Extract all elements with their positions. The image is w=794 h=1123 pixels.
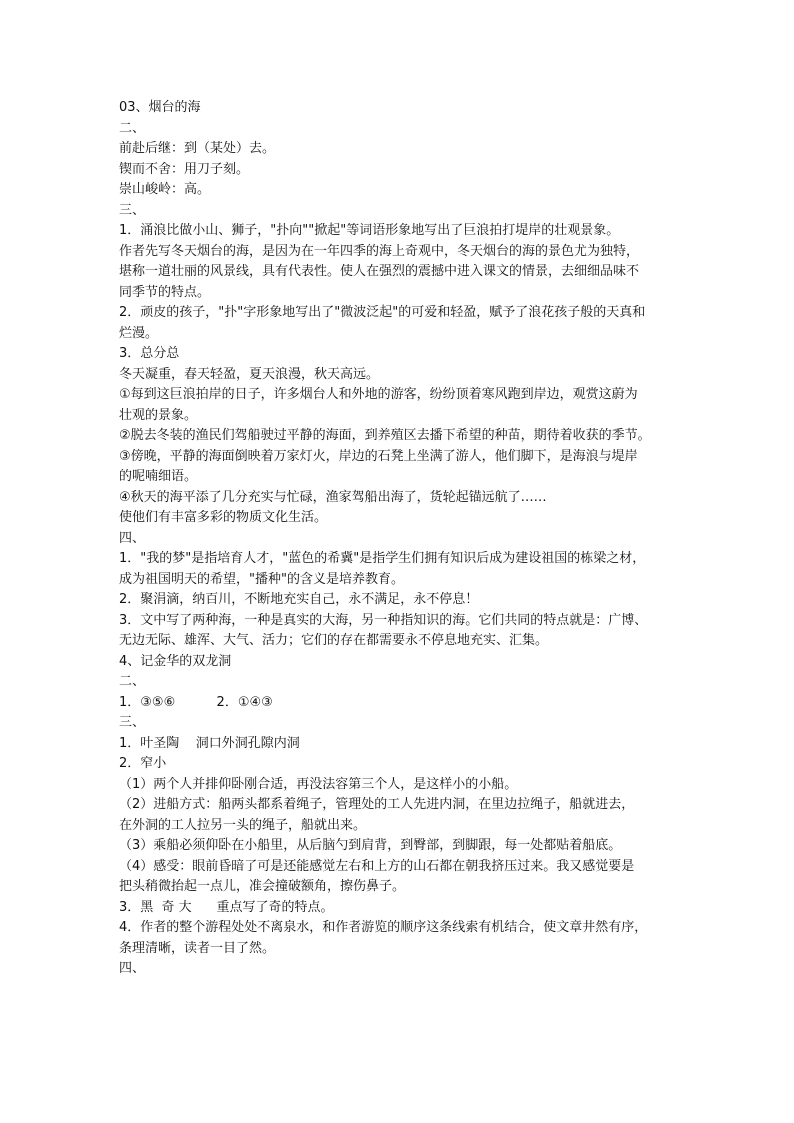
text-line: 崇山峻岭：高。 xyxy=(119,182,211,197)
text-line: （3）乘船必须仰卧在小船里，从后脑勺到肩背，到臀部，到脚跟，每一处都贴着船底。 xyxy=(119,838,622,853)
text-line: 1．"我的梦"是指培育人才，"蓝色的希冀"是指学生们拥有知识后成为建设祖国的栋梁之材， xyxy=(119,551,646,566)
text-line: 1．叶圣陶 洞口外洞孔隙内洞 xyxy=(119,735,300,751)
text-line: 3．文中写了两种海，一种是真实的大海，另一种指知识的海。它们共同的特点就是：广博、 xyxy=(119,612,648,628)
text-line: 的呢喃细语。 xyxy=(119,469,198,484)
text-line: 把头稍微抬起一点儿，准会撞破额角，擦伤鼻子。 xyxy=(119,879,406,894)
part-heading: 三、 xyxy=(119,715,146,730)
text-line: ②脱去冬装的渔民们驾船驶过平静的海面，到养殖区去播下希望的种苗，期待着收获的季节。 xyxy=(119,428,651,443)
text-line: 3．总分总 xyxy=(119,346,180,361)
text-line: 4．作者的整个游程处处不离泉水，和作者游览的顺序这条线索有机结合，使文章井然有序， xyxy=(119,920,648,935)
text-line: 前赴后继：到（某处）去。 xyxy=(119,141,276,156)
text-line: 锲而不舍：用刀子刻。 xyxy=(119,161,250,177)
text-line: （2）进船方式：船两头都系着绳子，管理处的工人先进内洞，在里边拉绳子，船就进去， xyxy=(119,797,635,812)
text-line: 在外洞的工人拉另一头的绳子，船就出来。 xyxy=(119,817,367,833)
section-title: 4、记金华的双龙洞 xyxy=(119,653,232,669)
text-line: 冬天凝重，春天轻盈，夏天浪漫，秋天高远。 xyxy=(119,366,380,382)
text-line: 同季节的特点。 xyxy=(119,284,211,300)
part-heading: 四、 xyxy=(119,961,146,976)
text-line: 无边无际、雄浑、大气、活力；它们的存在都需要永不停息地充实、汇集。 xyxy=(119,633,549,648)
text-line: 使他们有丰富多彩的物质文化生活。 xyxy=(119,510,328,525)
text-line: 2．聚涓滴，纳百川，不断地充实自己，永不满足，永不停息！ xyxy=(119,592,479,607)
text-line: 条理清晰，读者一目了然。 xyxy=(119,940,276,956)
part-heading: 二、 xyxy=(119,674,146,689)
text-line: 1．③⑤⑥ 2．①④③ xyxy=(119,694,273,710)
part-heading: 四、 xyxy=(119,530,146,546)
text-line: ①每到这巨浪拍岸的日子，许多烟台人和外地的游客，纷纷顶着寒风跑到岸边，观赏这蔚为 xyxy=(119,387,638,402)
section-title: 03、烟台的海 xyxy=(119,100,201,115)
text-line: 3．黑 奇 大 重点写了奇的特点。 xyxy=(119,899,334,915)
text-line: ④秋天的海平添了几分充实与忙碌，渔家驾船出海了，货轮起锚远航了…… xyxy=(119,489,547,505)
text-line: 2．顽皮的孩子，"扑"字形象地写出了"微波泛起"的可爱和轻盈，赋予了浪花孩子般的天真和 xyxy=(119,305,646,320)
part-heading: 二、 xyxy=(119,120,146,136)
text-line: （4）感受：眼前昏暗了可是还能感觉左右和上方的山石都在朝我挤压过来。我又感觉要是 xyxy=(119,858,635,874)
text-line: 壮观的景象。 xyxy=(119,407,198,423)
text-line: ③傍晚，平静的海面倒映着万家灯火，岸边的石凳上坐满了游人，他们脚下，是海浪与堤岸 xyxy=(119,448,638,464)
text-line: 堪称一道壮丽的风景线，具有代表性。使人在强烈的震撼中进入课文的情景，去细细品味不 xyxy=(119,264,640,279)
text-line: 2．窄小 xyxy=(119,756,167,771)
text-line: 烂漫。 xyxy=(119,325,159,341)
text-line: 成为祖国明天的希望，"播种"的含义是培养教育。 xyxy=(119,571,404,587)
text-line: 作者先写冬天烟台的海，是因为在一年四季的海上奇观中，冬天烟台的海的景色尤为独特， xyxy=(119,243,640,259)
text-line: （1）两个人并排仰卧刚合适，再没法容第三个人，是这样小的小船。 xyxy=(119,776,518,792)
answer-text xyxy=(119,98,685,980)
text-line: 1．涌浪比做小山、狮子，"扑向""掀起"等词语形象地写出了巨浪拍打堤岸的壮观景象。 xyxy=(119,223,620,238)
part-heading: 三、 xyxy=(119,202,146,218)
